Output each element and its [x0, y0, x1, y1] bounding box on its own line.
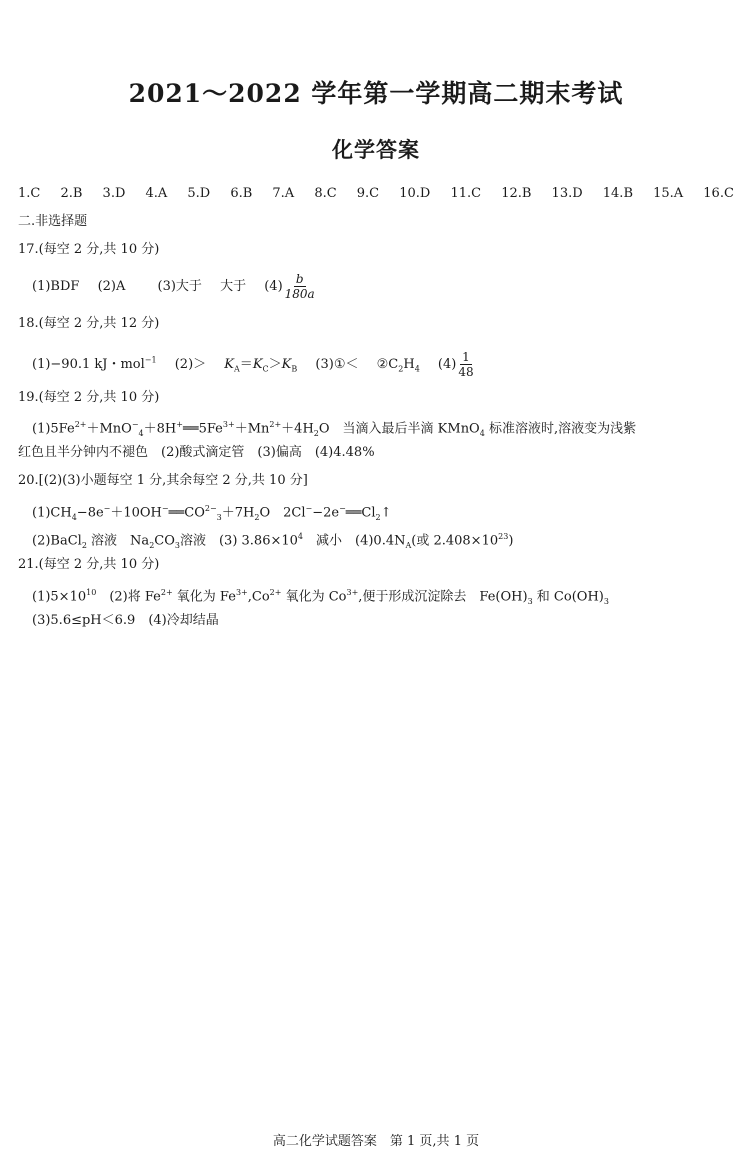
question-20-line-1 [32, 500, 392, 527]
answer-part: (1)BDF [32, 279, 80, 294]
k-symbol: K [224, 357, 235, 372]
formula-part: ＋7H [221, 505, 255, 521]
subscript: C [262, 364, 269, 374]
mc-answer: 11.C [450, 186, 482, 201]
formula-part: 溶液 Na [86, 533, 150, 549]
answer-part: (1)−90.1 kJ・mol [32, 357, 145, 372]
formula-part: −8e [76, 505, 104, 521]
subscript: 2 [375, 512, 381, 522]
formula-part: ＋8H [143, 421, 177, 437]
question-17-heading: 17.(每空 2 分,共 10 分) [18, 242, 160, 257]
k-symbol: K [252, 357, 263, 372]
page-footer: 高二化学试题答案 第 1 页,共 1 页 [272, 1134, 480, 1149]
superscript: 2+ [160, 588, 173, 597]
fraction-numerator: b [295, 272, 304, 286]
formula-part: ══Cl [345, 505, 376, 521]
superscript: 2− [204, 504, 217, 513]
subscript: 3 [174, 540, 180, 550]
formula-part: ＋4H [281, 421, 314, 437]
mc-answer: 13.D [551, 186, 583, 201]
subscript: 4 [71, 512, 77, 522]
superscript: − [305, 504, 313, 513]
page-title: 2021～2022 学年第一学期高二期末考试 [128, 79, 624, 108]
formula-part: ══CO [168, 505, 205, 521]
section-heading: 二.非选择题 [18, 214, 88, 229]
question-19-line-2: 红色且半分钟内不褪色 (2)酸式滴定管 (3)偏高 (4)4.48% [18, 445, 375, 460]
mc-answer: 9.C [356, 186, 380, 201]
superscript: 2+ [269, 588, 282, 597]
page-subtitle: 化学答案 [332, 137, 420, 162]
mc-answer: 4.A [145, 186, 168, 201]
answer-part: (4) [264, 279, 283, 294]
formula-part: ══5Fe [182, 421, 223, 437]
subscript: 2 [398, 364, 404, 374]
formula-part: O 2Cl [259, 505, 306, 521]
mc-answer: 14.B [602, 186, 633, 201]
answer-part: H [403, 357, 415, 372]
question-19-heading: 19.(每空 2 分,共 10 分) [18, 390, 160, 405]
subscript: B [291, 364, 298, 374]
mc-answer: 5.D [187, 186, 211, 201]
superscript: 3+ [346, 588, 359, 597]
formula-part: (2)将 Fe [96, 589, 161, 605]
mc-answer: 2.B [60, 186, 83, 201]
superscript: − [103, 504, 111, 513]
formula-part: CO [154, 533, 175, 549]
subscript: 4 [479, 428, 485, 438]
formula-part: (2)BaCl [32, 533, 82, 549]
question-18-answers [32, 350, 476, 379]
superscript: 2+ [269, 420, 282, 429]
up-arrow-icon: ↑ [380, 505, 392, 521]
mc-answer: 6.B [230, 186, 253, 201]
subscript: 3 [527, 596, 533, 606]
subscript: 2 [254, 512, 260, 522]
superscript: 10 [86, 588, 97, 597]
formula-part: ,便于形成沉淀除去 Fe(OH) [358, 589, 528, 605]
question-20-heading: 20.[(2)(3)小题每空 1 分,其余每空 2 分,共 10 分] [18, 473, 308, 488]
formula-part: (1)CH [32, 505, 72, 521]
subscript: 4 [414, 364, 420, 374]
superscript: − [161, 504, 169, 513]
mc-answer: 12.B [501, 186, 532, 201]
multiple-choice-answers [18, 186, 734, 201]
subscript: 3 [603, 596, 609, 606]
mc-answer: 10.D [399, 186, 431, 201]
fraction-numerator: 1 [462, 350, 470, 364]
mc-answer: 1.C [18, 186, 41, 201]
formula-part: ＋Mn [234, 421, 270, 437]
formula-part: ,Co [247, 589, 270, 605]
greater-sign: ＞ [268, 357, 282, 372]
subscript: 2 [313, 428, 319, 438]
answer-part: (2)＞ [174, 357, 207, 372]
formula-part: 减小 (4)0.4N [303, 533, 406, 549]
superscript: + [176, 420, 183, 429]
subscript: 3 [216, 512, 222, 522]
subscript: 4 [138, 428, 144, 438]
subscript: A [234, 364, 240, 374]
mc-answer: 7.A [272, 186, 295, 201]
formula-part: −2e [312, 505, 340, 521]
question-21-line-2: (3)5.6≤pH＜6.9 (4)冷却结晶 [32, 613, 219, 628]
answer-part: (3)大于 [157, 279, 202, 294]
answer-part: (3)①＜ [315, 357, 359, 372]
question-18-heading: 18.(每空 2 分,共 12 分) [18, 316, 160, 331]
formula-part: 标准溶液时,溶液变为浅紫 [484, 421, 637, 437]
superscript: 3+ [222, 420, 235, 429]
formula-part: (或 2.408×10 [411, 533, 499, 549]
formula-part: O 当滴入最后半滴 KMnO [318, 421, 480, 437]
formula-part: ) [508, 533, 514, 549]
superscript: −1 [144, 355, 157, 365]
k-symbol: K [281, 357, 292, 372]
formula-part: 和 Co(OH) [532, 589, 604, 605]
fraction-denominator: 48 [458, 365, 474, 379]
question-17-answers [32, 272, 317, 301]
superscript: 4 [297, 532, 304, 541]
formula-part: 氧化为 Co [281, 589, 347, 605]
answer-part: ②C [376, 357, 399, 372]
superscript: 2+ [74, 420, 87, 429]
question-19-line-1 [32, 416, 636, 443]
subscript: 2 [81, 540, 87, 550]
mc-answer: 15.A [653, 186, 684, 201]
formula-part: 溶液 (3) 3.86×10 [179, 533, 298, 549]
formula-part: ＋MnO [86, 421, 132, 437]
formula-part: 氧化为 Fe [172, 589, 236, 605]
answer-part: 大于 [220, 279, 247, 294]
mc-answer: 16.C [703, 186, 734, 201]
formula-part: (1)5Fe [32, 421, 75, 437]
answer-part: (2)A [97, 279, 126, 294]
subscript: 2 [149, 540, 155, 550]
mc-answer: 8.C [314, 186, 337, 201]
superscript: 3+ [235, 588, 248, 597]
mc-answer: 3.D [102, 186, 126, 201]
fraction-denominator: 180a [284, 287, 315, 301]
superscript: − [131, 420, 139, 429]
equals-sign: ＝ [239, 357, 253, 372]
question-20-line-2 [32, 528, 513, 555]
fraction [283, 272, 317, 301]
question-21-heading: 21.(每空 2 分,共 10 分) [18, 557, 160, 572]
superscript: 23 [498, 532, 509, 541]
question-21-line-1 [32, 584, 609, 611]
formula-part: (1)5×10 [32, 589, 87, 605]
fraction [456, 350, 475, 379]
formula-part: ＋10OH [110, 505, 162, 521]
answer-part: (4) [437, 357, 457, 372]
superscript: − [339, 504, 346, 513]
subscript: A [405, 540, 412, 550]
